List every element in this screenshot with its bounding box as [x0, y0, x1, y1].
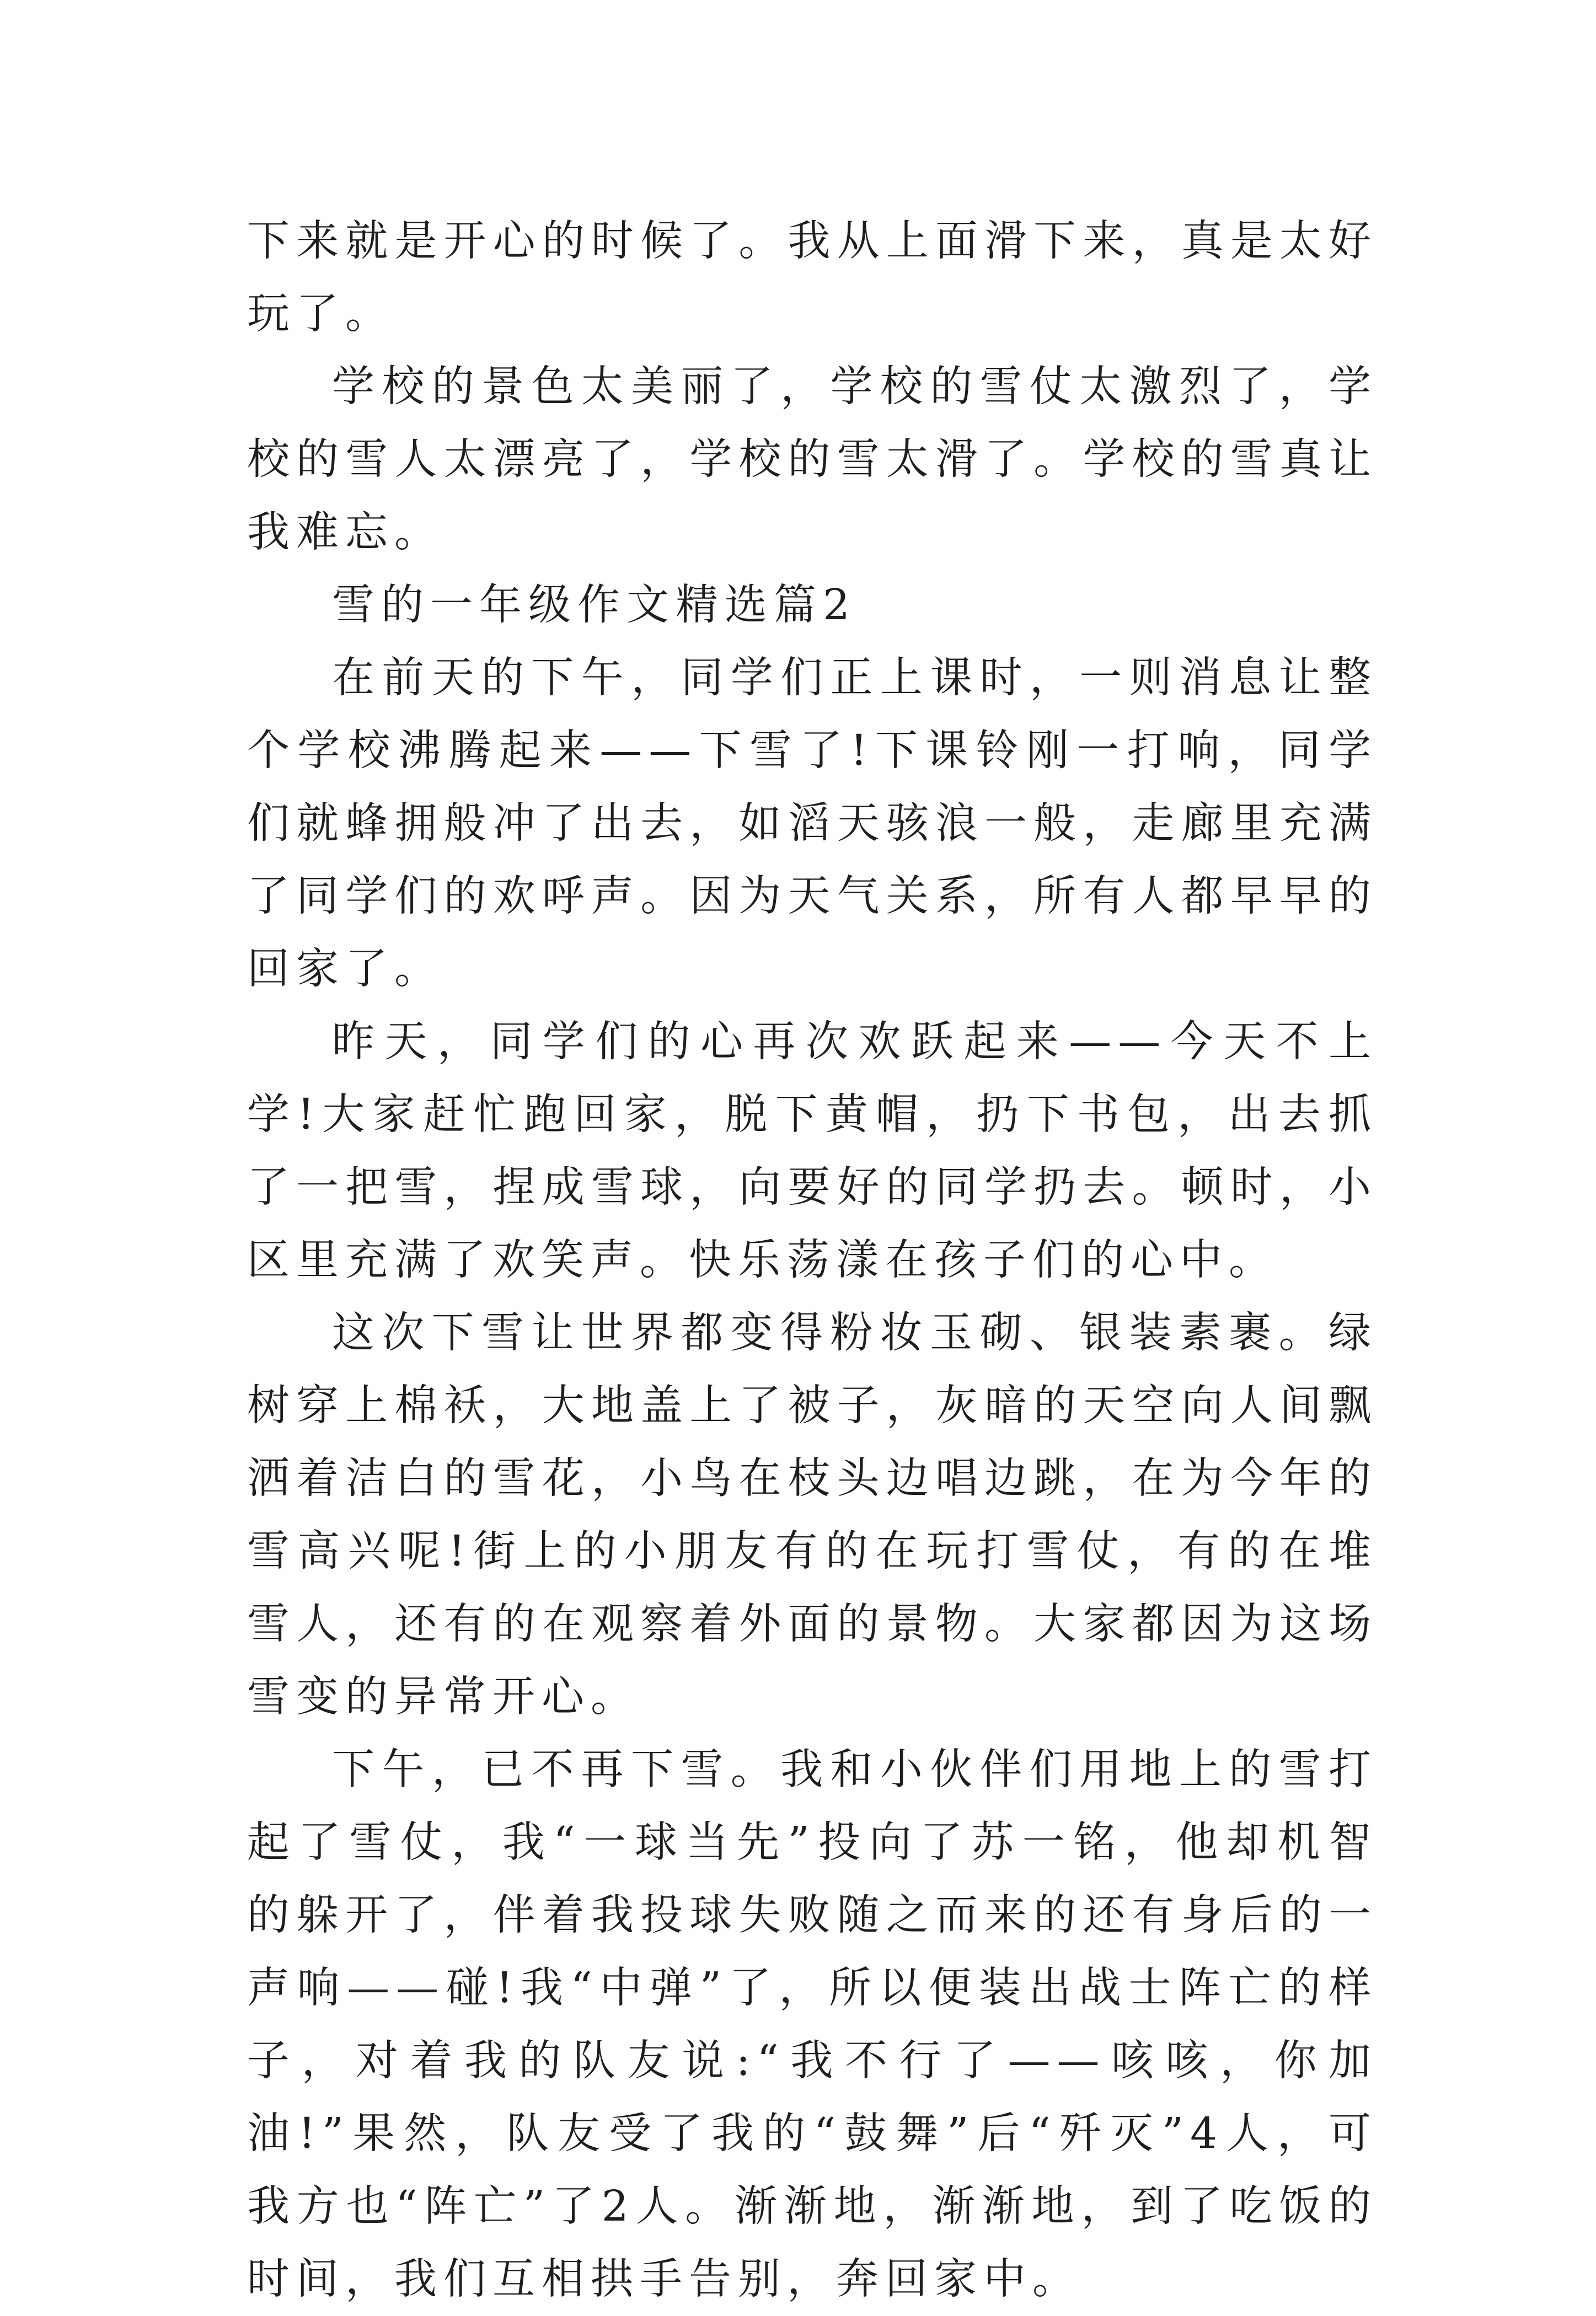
paragraph-no-school: 昨天，同学们的心再次欢跃起来——今天不上学!大家赶忙跑回家，脱下黄帽，扔下书包，出去抓了一把雪，捏成雪球，向要好的同学扔去。顿时，小区里充满了欢笑声。快乐荡漾在孩子们的心中。: [247, 1017, 1378, 1285]
paragraph-continuation: 下来就是开心的时候了。我从上面滑下来，真是太好玩了。: [247, 217, 1378, 339]
paragraph-first-snow: 在前天的下午，同学们正上课时，一则消息让整个学校沸腾起来——下雪了!下课铃刚一打响，同学们就蜂拥般冲了出去，如滔天骇浪一般，走廊里充满了同学们的欢呼声。因为天气关系，所有人都早早的回家了。: [247, 653, 1378, 994]
paragraph-school-snow: 学校的景色太美丽了，学校的雪仗太激烈了，学校的雪人太漂亮了，学校的雪太滑了。学校的雪真让我难忘。: [247, 362, 1378, 557]
paragraph-snow-scene: 这次下雪让世界都变得粉妆玉砌、银装素裹。绿树穿上棉袄，大地盖上了被子，灰暗的天空向人间飘洒着洁白的雪花，小鸟在枝头边唱边跳，在为今年的雪高兴呢!街上的小朋友有的在玩打雪仗，有的在堆雪人，还有的在观察着外面的景物。大家都因为这场雪变的异常开心。: [247, 1309, 1378, 1722]
document-body: [247, 205, 1378, 2316]
paragraph-snowball-fight: 下午，已不再下雪。我和小伙伴们用地上的雪打起了雪仗，我“一球当先”投向了苏一铭，他却机智的躲开了，伴着我投球失败随之而来的还有身后的一声响——碰!我“中弹”了，所以便装出战士阵亡的样子，对着我的队友说:“我不行了——咳咳，你加油!”果然，队友受了我的“鼓舞”后“歼灭”4人，可我方也“阵亡”了2人。渐渐地，渐渐地，到了吃饭的时间，我们互相拱手告别，奔回家中。: [247, 1745, 1378, 2304]
essay-heading: 雪的一年级作文精选篇2: [332, 581, 856, 630]
